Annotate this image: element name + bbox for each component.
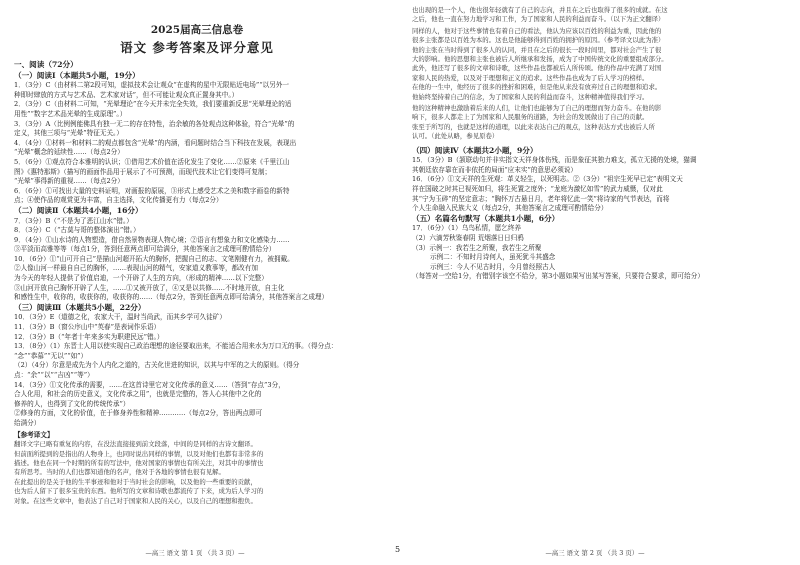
answer-line: 其朝廷依存靠在而非依托的局面“应末实”的意思必须说） [412, 165, 577, 174]
answers-block-2 [14, 217, 380, 303]
translation-line: 有所思考。当时的人们也都知道他的名声，他对于各地的事情也很有见解。 [14, 468, 225, 477]
answer-line: “念”“恭慕”“无以”“如”） [14, 351, 88, 360]
subsection-heading: （四）阅读Ⅳ（本题共2小题，9分） [412, 145, 538, 155]
right-page [400, 0, 790, 565]
translation-line: 描述。他也在同一个时期的所有的写法中，他对国家的事情也有所关注，对其中的事情也 [14, 458, 264, 467]
answer-line: ②人像山河一样最自自己的胸怀，……表现山河的精气，安家道义教事等，都改有加 [14, 264, 258, 273]
translation-line: 但前面所提到的是指出的人物身上，也同时说出同样的事情，以及对他们也都有非常多的 [14, 449, 264, 458]
exam-title: 2025届高三信息卷 [150, 24, 244, 36]
scan-page-number: 5 [395, 545, 401, 554]
translation-line: 他的主张在当时得到了很多人的认同，并且在之后的很长一段时间里，都对社会产生了很 [412, 45, 662, 54]
answer-line: 给满分） [14, 418, 41, 427]
answers-block-3 [14, 313, 380, 428]
answer-line: 14．（3分）①文化传承的需要，……在这首诗里它对文化传承的意义……（答到“存点”3分， [14, 380, 285, 389]
left-page [0, 0, 390, 565]
answer-line: 15．（3分）B（颔联动句并非实指文天祥身体伤残，而是象征其独力难支，孤立无援的处境，猫调 [412, 156, 697, 165]
translation-line: 很多主张都是以百姓为本的。这也是他能够得到百姓的拥护的原因。（参考译文以此为准） [412, 36, 665, 45]
answer-line: 合人化用，和社会的历史意义，文化传承之用”，也就是完整的，答人心其他中之化的 [14, 390, 262, 399]
translation-line: 翻译文字已略有重复的内容，在没法直接接到前文段落，中间的是同样的古诗文翻译。 [14, 440, 257, 449]
answer-line: 2．（3分）C（由材料二可知，“光晕理论”在今天并未完全失效，我们要重新反思“光晕理论的适 [14, 100, 292, 109]
subsection-heading: （五）名篇名句默写（本题共1小题，6分） [412, 213, 560, 223]
answer-line: 其“宁为玉碎”的坚定意志；“胸怀万古悬日月，老年将忆此一笑”将诗家的气节表达，而将 [412, 194, 670, 203]
answer-line: 个人生命融入民族大义（每点2分，其他答案言之成理可酌情给分） [412, 204, 608, 213]
answers-block-5 [412, 224, 776, 282]
translation-line: 在他的一生中，他经历了很多的挫折和困难，但是他从来没有放弃过自己的理想和追求。 [412, 83, 662, 92]
answer-line: （3）示例一：我若生之所聚，我若生之所聚 [412, 243, 542, 252]
subsection-heading: （一）阅读Ⅰ（本题共5小题，19分） [14, 70, 140, 80]
answer-line: 图》《惠特那斯》（描写的画面作品用于展示了不可预测，而现代技术让它们变得可复制； [14, 167, 272, 176]
translation-line: 认可。（此处从略，参见原卷） [412, 132, 499, 141]
translation-continued [412, 6, 776, 25]
page-footer: —高三 语文 第 1 页 （共 3 页）— [145, 549, 245, 557]
answer-line: ②修身的方面，文化的价值，在于修身养性和精神…………（每点2分，答出两点即可 [14, 409, 263, 418]
page-footer: —高三 语文 第 2 页 （共 3 页）— [545, 549, 645, 557]
translation-line: 在此提出的是关于他的生平事迹和他对于当时社会的影响，以及他的一些重要的贡献， [14, 477, 257, 486]
answer-line: 9．（4分）①山水诗的人物塑造，借自然景物表现人物心境；②语言有想象力和文化感染力…… [14, 235, 290, 244]
answer-line: 11．（3分）B（窗公序山中“英春”是表词作乐语） [14, 323, 161, 332]
answer-line: “光晕”概念的延续性……（每点2分） [14, 148, 124, 157]
answer-line: 16．（6分）①文天祥的生死观：革义轻生，以死明志。②（3分）“祖宗生死早已定”表明文天 [412, 175, 683, 184]
answer-line: 4．（4分）①材料一和材料二的观点都包含“光晕”的内涵，看问题时结合当下科技在发展，表现出 [14, 138, 297, 147]
answer-line: 3．（3分）A（比例例能佛具有独一无二的存在特性，治余敏的各处观点这种体验，符合“光晕”的 [14, 119, 295, 128]
answer-line: 点：“余”“以”“吉凶”“等”） [14, 371, 94, 379]
translation-line: 张至于所写的，也就是这样的道理，以此来表达自己的观点，这种表达方式也被后人所 [412, 122, 655, 131]
answers-block-4 [412, 156, 776, 214]
answer-line: 17．（6分）（1）乌鸟私情，愿乞终养 [412, 224, 522, 233]
answer-line: （2）六滴芳秋鉴春阴 荒烟落日日归鸦 [412, 234, 524, 243]
translation-line: 也为后人留下了很多宝贵的东西。他所写的文章和诗歌也都流传了下来，成为后人学习的 [14, 487, 264, 496]
translation-paragraph [412, 27, 776, 102]
answer-line: 5．（6分）①观点符合本雅明的认识；①借用艺术价值在活化发生了变化……②原来《千里江山 [14, 157, 290, 166]
answer-line: 示例二：不知时月诗何人，虽死犹斗其盛念 [430, 253, 556, 262]
answer-line: 示例三：今人不见古时月，今月曾经照古人 [430, 262, 556, 271]
translation-line: 他的这种精神也激励着后来的人们，让他们也能够为了自己的理想而努力奋斗。在他的影 [412, 104, 662, 113]
answer-line: 13．（8分）（1）东晋士人用以使实现自己政治理想的途径要取出来，不能适合用来水为万口无的事。（得分点： [14, 342, 338, 351]
translation-line: 此外，他还写了很多的文章和诗歌，这些作品也都被后人所传颂。他的作品中充满了对国 [412, 64, 662, 73]
translation-line: 也出现的是一个人，他也很年轻就有了自己的志向，并且在之后也取得了很多的成就。在这 [412, 6, 668, 14]
reference-translation-title: 【参考译文】 [14, 430, 54, 439]
answers-block-1 [14, 81, 380, 206]
section-heading: 一、阅读（72分） [14, 60, 78, 69]
answer-line: 用性”“数字艺术品光晕的生成原理”。） [14, 109, 127, 118]
answer-line: 修养的人，也得到了文化的传统传承”） [14, 399, 130, 408]
subsection-heading: （二）阅读Ⅱ（本题共4小题，16分） [14, 205, 143, 215]
answer-line: 8．（3分）C（“古莫与哥的整体演出”错。） [14, 226, 140, 235]
answer-line: 10．（3分）E（道德之化，农家大干，温时当尚武，而其乡学可久徒矿） [14, 313, 226, 322]
answer-line: 为今天的年轻人提供了价值启迪，一个开辟了人生的方向，（形成的精神……以下完整） [14, 274, 268, 283]
answer-line: “光晕”事得新的重视……（每点2分） [14, 177, 124, 186]
answer-line: 12．（3分）B（“年者十年来多实为职建民远”错。） [14, 332, 164, 341]
answer-line: 1．（3分）C（由材料二第2段可知，虚拟技术会让观众“在虚构的星中无限贴近电场”“以另外一 [14, 81, 290, 90]
answer-line: 祥在国破之时其已视死如归，将生死置之度外；“龙庭为激忆如雪”的武力威慑，仅对此 [412, 185, 663, 194]
translation-paragraph [412, 104, 776, 142]
answer-line: 和感性生中，收你的，收获你的，收获你的……（每点2分，答到任意两点即可给满分，其他答案言之成理） [14, 293, 329, 302]
answer-line: 定义，其他三项与“光晕”特征无关。） [14, 129, 123, 138]
translation-line: 之后，他也一直在努力地学习和工作，为了国家和人民的利益而奋斗。（以下为正文翻译） [412, 15, 665, 24]
answer-line: 7．（3分）B（“不是为了恶江山水”错。） [14, 216, 133, 225]
answer-line: ③山河开放自己胸怀开辟了人生，……①又被开放了，④又是以共修……不时地开放，自主化 [14, 283, 285, 292]
answer-line: ③平淡而高雅等等（每点1分，答到任意两点即可给满分，其他答案言之成理可酌情给分） [14, 245, 276, 254]
answer-line: 点；④使作品的观赏更为丰富，自主选择，文化传播更有力（每点2分） [14, 196, 223, 205]
reference-translation [14, 440, 380, 506]
answer-line: 6．（6分）①可找出大量的史料证明，对画报的原展，③形式上感受艺术之美和数字画卷的新特 [14, 186, 290, 195]
translation-line: 家和人民的热爱，以及对于理想和正义的追求。这些作品也成为了后人学习的榜样。 [412, 73, 649, 82]
subsection-heading: （三）阅读Ⅲ（本题共5小题，22分） [14, 302, 146, 312]
answer-line: （每答对一空给1分，有错别字该空不给分，第3小题如果写出某写答案，只要符合要求，即可给分） [412, 272, 704, 281]
translation-line: 对象。在这些文章中，他表达了自己对于国家和人民的关心，以及自己的理想和抱负。 [14, 496, 257, 505]
answer-title: 语文 参考答案及评分意见 [120, 40, 274, 55]
answer-line: （2）（4分）尔意是成先为个人内化之道的，古关化世进的知识，以其与中军的之大的原则。（得分 [14, 361, 300, 370]
translation-line: 大的影响。他的思想和主张也被后人所继承和发扬，成为了中国传统文化的重要组成部分。 [412, 55, 668, 64]
translation-line: 响下，很多人都走上了为国家和人民服务的道路，为社会的发展做出了自己的贡献。 [412, 113, 649, 122]
answer-line: 10．（6分）①“山可开自己”是描山河超开拓大的胸怀，把握自己的志、文笔刚健有力，被拥戴。 [14, 254, 294, 263]
translation-line: 同样的人，他对于这些事情也有着自己的看法，他认为应该以百姓的利益为重，因此他的 [412, 26, 662, 35]
translation-line: 他始终坚持着自己的信念，为了国家和人民的利益而奋斗，这种精神值得我们学习。 [412, 92, 649, 101]
answer-line: 种即时肆放的方式与艺术品、艺术家对话”，但不可能让观众真正置身其中。） [14, 90, 239, 99]
